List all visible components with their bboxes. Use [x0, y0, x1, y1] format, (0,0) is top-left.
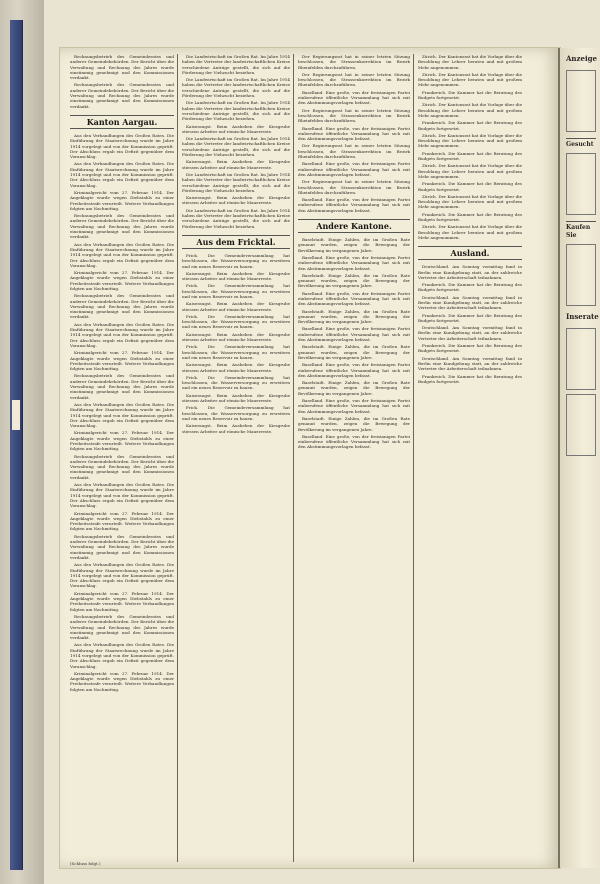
paragraph: Kriminalgericht vom 27. Februar 1914. Der Angeklagte wurde wegen Diebstahls zu einer Freiheitsstrafe verurteilt. Weitere Verhandlungen folgten am Nachmittag. — [70, 670, 174, 692]
paragraph: Rechnungsbetrieb des Gemeinderates und anderer Gemeindebehörden. Der Bericht über die Verwaltung und Rechnung des Jahres wurde einstimmig genehmigt und den Kommissionen verdankt. — [70, 373, 174, 400]
paragraph: Frankreich. Die Kammer hat die Beratung des Budgets fortgesetzt. — [418, 181, 522, 192]
paragraph: Kaiseraugst. Beim Ausheben der Kiesgrube stiessen Arbeiter auf römische Mauerreste. — [182, 301, 290, 312]
paragraph: Der Regierungsrat hat in seiner letzten Sitzung beschlossen, die Strassenkorrektion im Bezirk Rheinfelden durchzuführen. — [298, 54, 410, 70]
paragraph: Frankreich. Die Kammer hat die Beratung des Budgets fortgesetzt. — [418, 282, 522, 293]
edge-heading: Anzeige — [566, 54, 597, 63]
paragraph: Aus den Verhandlungen des Großen Rates. Die Einführung der Staatsrechnung wurde im Jahre 1914 vorgelegt und von der Kommission geprüft. Der Abschluss ergab ein Defizit gegenüber dem Voranschlag. — [70, 482, 174, 509]
paragraph: Der Regierungsrat hat in seiner letzten Sitzung beschlossen, die Strassenkorrektion im Bezirk Rheinfelden durchzuführen. — [298, 71, 410, 88]
ad-box — [566, 394, 596, 456]
paragraph: Aus den Verhandlungen des Großen Rates. Die Einführung der Staatsrechnung wurde im Jahre 1914 vorgelegt und von der Kommission geprüft. Der Abschluss ergab ein Defizit gegenüber dem Voranschlag. — [70, 241, 174, 268]
paragraph: Kaiseraugst. Beim Ausheben der Kiesgrube stiessen Arbeiter auf römische Mauerreste. — [182, 270, 290, 282]
edge-ad-title: Kaufen Sie — [566, 221, 596, 240]
paragraph: Deutschland. Am Sonntag vormittag fand in Berlin eine Kundgebung statt, an der zahlreiche Vertreter der Arbeiterschaft teilnahmen. — [418, 264, 522, 280]
column-3 — [298, 54, 410, 862]
paragraph: Baselland. Eine große, von der freisinnigen Partei einberufene öffentliche Versammlung hat sich mit den Abstimmungsvorlagen befasst. — [298, 161, 410, 177]
section-heading: Aus dem Fricktal. — [182, 235, 290, 249]
ad-box — [566, 328, 596, 390]
paragraph: Baselland. Eine große, von der freisinnigen Partei einberufene öffentliche Versammlung hat sich mit den Abstimmungsvorlagen befasst. — [298, 326, 410, 343]
paragraph: Zürich. Der Kantonsrat hat die Vorlage über die Besoldung der Lehrer beraten und mit großem Mehr angenommen. — [418, 102, 522, 118]
paragraph: Baselland. Eine große, von der freisinnigen Partei einberufene öffentliche Versammlung hat sich mit den Abstimmungsvorlagen befasst. — [298, 197, 410, 213]
paragraph: Deutschland. Am Sonntag vormittag fand in Berlin eine Kundgebung statt, an der zahlreiche Vertreter der Arbeiterschaft teilnahmen. — [418, 355, 522, 372]
edge-heading: Inserate — [566, 312, 599, 321]
paragraph: Die Landwirtschaft im Großen Rat. Im Jahre 1914 haben die Vertreter der landwirtschaftlichen Kreise verschiedene Anträge gestellt, die sich auf die Förderung der Viehzucht beziehen. — [182, 77, 290, 99]
spine-label — [12, 400, 20, 430]
paragraph: Kaiseraugst. Beim Ausheben der Kiesgrube stiessen Arbeiter auf römische Mauerreste. — [182, 392, 290, 404]
paragraph: Frankreich. Die Kammer hat die Beratung des Budgets fortgesetzt. — [418, 211, 522, 223]
paragraph: Baselstadt. Einige Zahlen, die im Großen Rate genannt wurden, zeigen die Bewegung der Bevölkerung im vergangenen Jahre. — [298, 415, 410, 432]
paragraph: Deutschland. Am Sonntag vormittag fand in Berlin eine Kundgebung statt, an der zahlreiche Vertreter der Arbeiterschaft teilnahmen. — [418, 325, 522, 341]
paragraph: Zürich. Der Kantonsrat hat die Vorlage über die Besoldung der Lehrer beraten und mit großem Mehr angenommen. — [418, 132, 522, 149]
paragraph: Rechnungsbetrieb des Gemeinderates und anderer Gemeindebehörden. Der Bericht über die Verwaltung und Rechnung des Jahres wurde einstimmig genehmigt und den Kommissionen verdankt. — [70, 54, 174, 81]
paragraph: Rechnungsbetrieb des Gemeinderates und anderer Gemeindebehörden. Der Bericht über die Verwaltung und Rechnung des Jahres wurde einstimmig genehmigt und den Kommissionen verdankt. — [70, 453, 174, 480]
paragraph: Kriminalgericht vom 27. Februar 1914. Der Angeklagte wurde wegen Diebstahls zu einer Freiheitsstrafe verurteilt. Weitere Verhandlungen folgten am Nachmittag. — [70, 590, 174, 612]
paragraph: Zürich. Der Kantonsrat hat die Vorlage über die Besoldung der Lehrer beraten und mit großem Mehr angenommen. — [418, 163, 522, 179]
blue-spine — [10, 20, 23, 870]
paragraph: Kaiseraugst. Beim Ausheben der Kiesgrube stiessen Arbeiter auf römische Mauerreste. — [182, 123, 290, 134]
paragraph: Baselland. Eine große, von der freisinnigen Partei einberufene öffentliche Versammlung hat sich mit den Abstimmungsvorlagen befasst. — [298, 125, 410, 142]
paragraph: Baselland. Eine große, von der freisinnigen Partei einberufene öffentliche Versammlung hat sich mit den Abstimmungsvorlagen befasst. — [298, 89, 410, 106]
column-2 — [182, 54, 290, 862]
next-page-edge — [558, 48, 600, 868]
paragraph: Der Regierungsrat hat in seiner letzten Sitzung beschlossen, die Strassenkorrektion im Bezirk Rheinfelden durchzuführen. — [298, 143, 410, 160]
paragraph: Die Landwirtschaft im Großen Rat. Im Jahre 1914 haben die Vertreter der landwirtschaftlichen Kreise verschiedene Anträge gestellt, die sich auf die Förderung der Viehzucht beziehen. — [182, 171, 290, 193]
column-divider — [293, 54, 294, 862]
column-4 — [418, 54, 522, 862]
paragraph: Aus den Verhandlungen des Großen Rates. Die Einführung der Staatsrechnung wurde im Jahre 1914 vorgelegt und von der Kommission geprüft. Der Abschluss ergab ein Defizit gegenüber dem Voranschlag. — [70, 401, 174, 429]
paragraph: Rechnungsbetrieb des Gemeinderates und anderer Gemeindebehörden. Der Bericht über die Verwaltung und Rechnung des Jahres wurde einstimmig genehmigt und den Kommissionen verdankt. — [70, 213, 174, 240]
paragraph: Baselland. Eine große, von der freisinnigen Partei einberufene öffentliche Versammlung hat sich mit den Abstimmungsvorlagen befasst. — [298, 433, 410, 450]
paragraph: Zürich. Der Kantonsrat hat die Vorlage über die Besoldung der Lehrer beraten und mit großem Mehr angenommen. — [418, 193, 522, 210]
paragraph: Baselland. Eine große, von der freisinnigen Partei einberufene öffentliche Versammlung hat sich mit den Abstimmungsvorlagen befasst. — [298, 398, 410, 414]
paragraph: Frick. Die Gemeindeversammlung hat beschlossen, die Wasserversorgung zu erweitern und ein neues Reservoir zu bauen. — [182, 405, 290, 421]
paragraph: Kriminalgericht vom 27. Februar 1914. Der Angeklagte wurde wegen Diebstahls zu einer Freiheitsstrafe verurteilt. Weitere Verhandlungen folgten am Nachmittag. — [70, 510, 174, 532]
paragraph: Frankreich. Die Kammer hat die Beratung des Budgets fortgesetzt. — [418, 150, 522, 162]
paragraph: Baselland. Eine große, von der freisinnigen Partei einberufene öffentliche Versammlung hat sich mit den Abstimmungsvorlagen befasst. — [298, 254, 410, 271]
paragraph: Kaiseraugst. Beim Ausheben der Kiesgrube stiessen Arbeiter auf römische Mauerreste. — [182, 362, 290, 373]
paragraph: Baselstadt. Einige Zahlen, die im Großen Rate genannt wurden, zeigen die Bewegung der Bevölkerung im vergangenen Jahre. — [298, 380, 410, 396]
paragraph: Baselland. Eine große, von der freisinnigen Partei einberufene öffentliche Versammlung hat sich mit den Abstimmungsvorlagen befasst. — [298, 290, 410, 307]
paragraph: Rechnungsbetrieb des Gemeinderates und anderer Gemeindebehörden. Der Bericht über die Verwaltung und Rechnung des Jahres wurde einstimmig genehmigt und den Kommissionen verdankt. — [70, 82, 174, 109]
paragraph: Die Landwirtschaft im Großen Rat. Im Jahre 1914 haben die Vertreter der landwirtschaftlichen Kreise verschiedene Anträge gestellt, die sich auf die Förderung der Viehzucht beziehen. — [182, 100, 290, 122]
paragraph: Frick. Die Gemeindeversammlung hat beschlossen, die Wasserversorgung zu erweitern und ein neues Reservoir zu bauen. — [182, 313, 290, 330]
paragraph: Frick. Die Gemeindeversammlung hat beschlossen, die Wasserversorgung zu erweitern und ein neues Reservoir zu bauen. — [182, 252, 290, 269]
paragraph: Deutschland. Am Sonntag vormittag fand in Berlin eine Kundgebung statt, an der zahlreiche Vertreter der Arbeiterschaft teilnahmen. — [418, 294, 522, 311]
paragraph: Aus den Verhandlungen des Großen Rates. Die Einführung der Staatsrechnung wurde im Jahre 1914 vorgelegt und von der Kommission geprüft. Der Abschluss ergab ein Defizit gegenüber dem Voranschlag. — [70, 321, 174, 348]
column-1 — [70, 54, 174, 862]
paragraph: Frankreich. Die Kammer hat die Beratung des Budgets fortgesetzt. — [418, 343, 522, 354]
paragraph: Baselstadt. Einige Zahlen, die im Großen Rate genannt wurden, zeigen die Bewegung der Bevölkerung im vergangenen Jahre. — [298, 308, 410, 325]
paragraph: Kriminalgericht vom 27. Februar 1914. Der Angeklagte wurde wegen Diebstahls zu einer Freiheitsstrafe verurteilt. Weitere Verhandlungen folgten am Nachmittag. — [70, 430, 174, 452]
newspaper-page — [60, 48, 560, 868]
column-divider — [413, 54, 414, 862]
ad-box — [566, 244, 596, 306]
paragraph: Zürich. Der Kantonsrat hat die Vorlage über die Besoldung der Lehrer beraten und mit großem Mehr angenommen. — [418, 54, 522, 70]
paragraph: Baselstadt. Einige Zahlen, die im Großen Rate genannt wurden, zeigen die Bewegung der Bevölkerung im vergangenen Jahre. — [298, 272, 410, 289]
ad-box — [566, 70, 596, 132]
paragraph: Kaiseraugst. Beim Ausheben der Kiesgrube stiessen Arbeiter auf römische Mauerreste. — [182, 331, 290, 343]
paragraph: Der Regierungsrat hat in seiner letzten Sitzung beschlossen, die Strassenkorrektion im Bezirk Rheinfelden durchzuführen. — [298, 107, 410, 124]
paragraph: Kaiseraugst. Beim Ausheben der Kiesgrube stiessen Arbeiter auf römische Mauerreste. — [182, 195, 290, 206]
paragraph: Rechnungsbetrieb des Gemeinderates und anderer Gemeindebehörden. Der Bericht über die Verwaltung und Rechnung des Jahres wurde einstimmig genehmigt und den Kommissionen verdankt. — [70, 613, 174, 641]
section-heading: Kanton Aargau. — [70, 115, 174, 129]
paragraph: Kriminalgericht vom 27. Februar 1914. Der Angeklagte wurde wegen Diebstahls zu einer Freiheitsstrafe verurteilt. Weitere Verhandlungen folgten am Nachmittag. — [70, 270, 174, 291]
paragraph: Frick. Die Gemeindeversammlung hat beschlossen, die Wasserversorgung zu erweitern und ein neues Reservoir zu bauen. — [182, 283, 290, 299]
paragraph: Kaiseraugst. Beim Ausheben der Kiesgrube stiessen Arbeiter auf römische Mauerreste. — [182, 423, 290, 434]
paragraph: Frick. Die Gemeindeversammlung hat beschlossen, die Wasserversorgung zu erweitern und ein neues Reservoir zu bauen. — [182, 344, 290, 360]
paragraph: Zürich. Der Kantonsrat hat die Vorlage über die Besoldung der Lehrer beraten und mit großem Mehr angenommen. — [418, 224, 522, 240]
paragraph: Der Regierungsrat hat in seiner letzten Sitzung beschlossen, die Strassenkorrektion im Bezirk Rheinfelden durchzuführen. — [298, 179, 410, 195]
paragraph: Baselland. Eine große, von der freisinnigen Partei einberufene öffentliche Versammlung hat sich mit den Abstimmungsvorlagen befasst. — [298, 362, 410, 378]
edge-ad-title: Gesucht — [566, 138, 596, 149]
paragraph: Aus den Verhandlungen des Großen Rates. Die Einführung der Staatsrechnung wurde im Jahre 1914 vorgelegt und von der Kommission geprüft. Der Abschluss ergab ein Defizit gegenüber dem Voranschlag. — [70, 161, 174, 188]
paragraph: Frankreich. Die Kammer hat die Beratung des Budgets fortgesetzt. — [418, 89, 522, 101]
section-heading: Ausland. — [418, 246, 522, 260]
paragraph: Frankreich. Die Kammer hat die Beratung des Budgets fortgesetzt. — [418, 373, 522, 384]
paragraph: Frankreich. Die Kammer hat die Beratung des Budgets fortgesetzt. — [418, 120, 522, 131]
paragraph: Die Landwirtschaft im Großen Rat. Im Jahre 1914 haben die Vertreter der landwirtschaftlichen Kreise verschiedene Anträge gestellt, die sich auf die Förderung der Viehzucht beziehen. — [182, 54, 290, 75]
paragraph: Baselstadt. Einige Zahlen, die im Großen Rate genannt wurden, zeigen die Bewegung der Bevölkerung im vergangenen Jahre. — [298, 237, 410, 253]
paragraph: Rechnungsbetrieb des Gemeinderates und anderer Gemeindebehörden. Der Bericht über die Verwaltung und Rechnung des Jahres wurde einstimmig genehmigt und den Kommissionen verdankt. — [70, 293, 174, 320]
paragraph: Kriminalgericht vom 27. Februar 1914. Der Angeklagte wurde wegen Diebstahls zu einer Freiheitsstrafe verurteilt. Weitere Verhandlungen folgten am Nachmittag. — [70, 350, 174, 372]
paragraph: Aus den Verhandlungen des Großen Rates. Die Einführung der Staatsrechnung wurde im Jahre 1914 vorgelegt und von der Kommission geprüft. Der Abschluss ergab ein Defizit gegenüber dem Voranschlag. — [70, 132, 174, 160]
paragraph: Zürich. Der Kantonsrat hat die Vorlage über die Besoldung der Lehrer beraten und mit großem Mehr angenommen. — [418, 71, 522, 88]
paragraph: Frankreich. Die Kammer hat die Beratung des Budgets fortgesetzt. — [418, 312, 522, 323]
paragraph: Die Landwirtschaft im Großen Rat. Im Jahre 1914 haben die Vertreter der landwirtschaftlichen Kreise verschiedene Anträge gestellt, die sich auf die Förderung der Viehzucht beziehen. — [182, 207, 290, 229]
paragraph: Frick. Die Gemeindeversammlung hat beschlossen, die Wasserversorgung zu erweitern und ein neues Reservoir zu bauen. — [182, 374, 290, 391]
section-heading: Andere Kantone. — [298, 219, 410, 233]
paragraph: Die Landwirtschaft im Großen Rat. Im Jahre 1914 haben die Vertreter der landwirtschaftlichen Kreise verschiedene Anträge gestellt, die sich auf die Förderung der Viehzucht beziehen. — [182, 136, 290, 158]
paragraph: Kaiseraugst. Beim Ausheben der Kiesgrube stiessen Arbeiter auf römische Mauerreste. — [182, 159, 290, 170]
paragraph: Aus den Verhandlungen des Großen Rates. Die Einführung der Staatsrechnung wurde im Jahre 1914 vorgelegt und von der Kommission geprüft. Der Abschluss ergab ein Defizit gegenüber dem Voranschlag. — [70, 642, 174, 669]
paragraph: Aus den Verhandlungen des Großen Rates. Die Einführung der Staatsrechnung wurde im Jahre 1914 vorgelegt und von der Kommission geprüft. Der Abschluss ergab ein Defizit gegenüber dem Voranschlag. — [70, 562, 174, 589]
paragraph: Kriminalgericht vom 27. Februar 1914. Der Angeklagte wurde wegen Diebstahls zu einer Freiheitsstrafe verurteilt. Weitere Verhandlungen folgten am Nachmittag. — [70, 189, 174, 211]
paragraph: Baselstadt. Einige Zahlen, die im Großen Rate genannt wurden, zeigen die Bewegung der Bevölkerung im vergangenen Jahre. — [298, 344, 410, 360]
paragraph: Rechnungsbetrieb des Gemeinderates und anderer Gemeindebehörden. Der Bericht über die Verwaltung und Rechnung des Jahres wurde einstimmig genehmigt und den Kommissionen verdankt. — [70, 533, 174, 560]
ad-box — [566, 153, 596, 215]
next-page-column — [566, 48, 599, 460]
column-divider — [177, 54, 178, 862]
book-binding — [0, 0, 44, 884]
continuation-note: (Schluss folgt.) — [70, 861, 101, 866]
